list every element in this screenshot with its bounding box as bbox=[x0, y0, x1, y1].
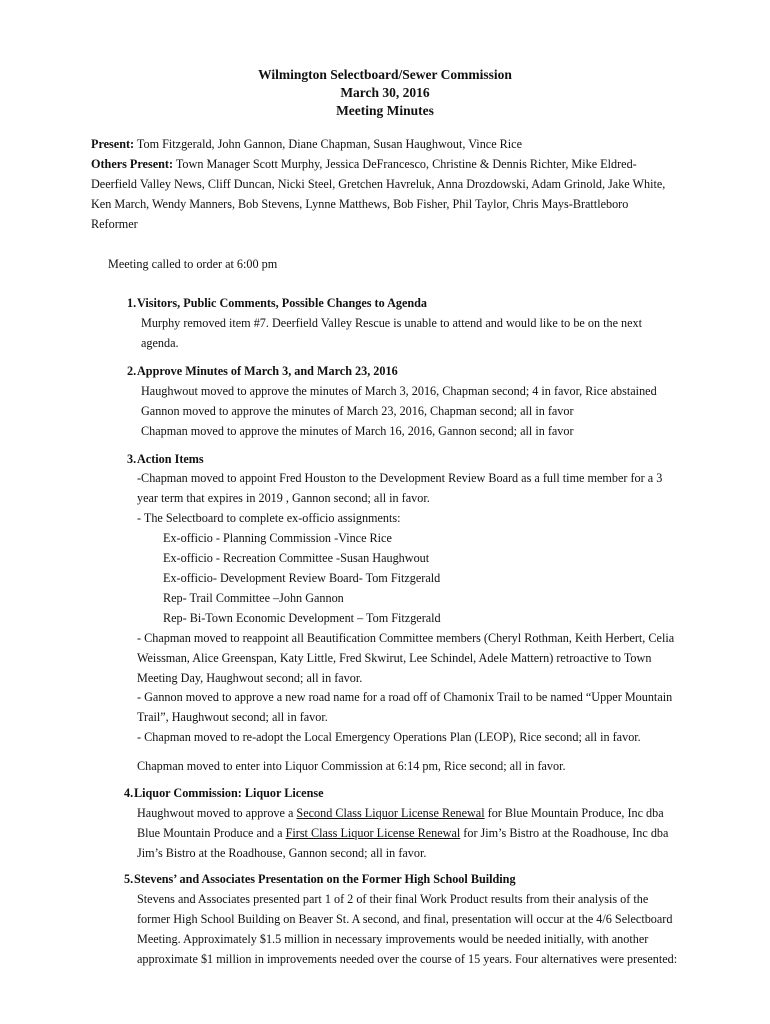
item-4-title: Liquor Commission: Liquor License bbox=[134, 786, 324, 800]
item-5-line-4: approximate $1 million in improvements needed over the course of 15 years. Four alternatives were presented: bbox=[137, 952, 678, 966]
item-4-line-2 bbox=[137, 823, 668, 843]
item-2-heading bbox=[127, 361, 398, 381]
item-4-line-3: Jim’s Bistro at the Roadhouse, Gannon second; all in favor. bbox=[137, 846, 427, 860]
item-1-heading bbox=[127, 293, 427, 313]
item-1-number: 1. bbox=[127, 296, 137, 310]
others-line-4: Reformer bbox=[91, 217, 138, 231]
item-5-line-3: Meeting. Approximately $1.5 million in necessary improvements would be needed initially, with another bbox=[137, 932, 649, 946]
item-4-number: 4. bbox=[124, 786, 134, 800]
others-names-1: Town Manager Scott Murphy, Jessica DeFrancesco, Christine & Dennis Richter, Mike Eldred- bbox=[173, 157, 637, 171]
present-line bbox=[91, 134, 522, 154]
title-date: March 30, 2016 bbox=[340, 85, 430, 100]
others-label: Others Present: bbox=[91, 157, 174, 171]
others-line-3: Ken March, Wendy Manners, Bob Stevens, Lynne Matthews, Bob Fisher, Phil Taylor, Chris Mays-Brattleboro bbox=[91, 197, 629, 211]
item-3-line-6: Meeting Day, Haughwout second; all in favor. bbox=[137, 671, 363, 685]
others-line-1 bbox=[91, 154, 637, 174]
assignment-5: Rep- Bi-Town Economic Development – Tom Fitzgerald bbox=[163, 611, 441, 625]
item-3-heading bbox=[127, 449, 204, 469]
item-3-line-9: - Chapman moved to re-adopt the Local Emergency Operations Plan (LEOP), Rice second; all in favor. bbox=[137, 730, 641, 744]
assignment-1: Ex-officio - Planning Commission -Vince Rice bbox=[163, 531, 392, 545]
present-label: Present: bbox=[91, 137, 135, 151]
item-2-number: 2. bbox=[127, 364, 137, 378]
title-minutes: Meeting Minutes bbox=[336, 103, 434, 118]
item-4-line-1-start: Haughwout moved to approve a bbox=[137, 806, 297, 820]
item-4-line-2-end: for Jim’s Bistro at the Roadhouse, Inc dba bbox=[460, 826, 669, 840]
item-3-line-7: - Gannon moved to approve a new road name for a road off of Chamonix Trail to be named “Upper Mountain bbox=[137, 690, 673, 704]
item-2-line-2: Gannon moved to approve the minutes of March 23, 2016, Chapman second; all in favor bbox=[141, 404, 574, 418]
item-3-line-5: Weissman, Alice Greenspan, Katy Little, Fred Skwirut, Lee Schindel, Adele Mattern) retroactive to Town bbox=[137, 651, 652, 665]
item-3-number: 3. bbox=[127, 452, 137, 466]
item-3-line-10: Chapman moved to enter into Liquor Commission at 6:14 pm, Rice second; all in favor. bbox=[137, 759, 566, 773]
item-3-line-4: - Chapman moved to reappoint all Beautification Committee members (Cheryl Rothman, Keith Herbert, Celia bbox=[137, 631, 675, 645]
item-3-line-1: -Chapman moved to appoint Fred Houston to the Development Review Board as a full time member for a 3 bbox=[137, 471, 663, 485]
item-2-line-1: Haughwout moved to approve the minutes of March 3, 2016, Chapman second; 4 in favor, Rice abstained bbox=[141, 384, 657, 398]
others-line-2: Deerfield Valley News, Cliff Duncan, Nicki Steel, Gretchen Havreluk, Anna Drozdowski, Adam Grinold, Jake White, bbox=[91, 177, 666, 191]
item-4-heading bbox=[124, 783, 324, 803]
assignment-4: Rep- Trail Committee –John Gannon bbox=[163, 591, 344, 605]
present-names: Tom Fitzgerald, John Gannon, Diane Chapman, Susan Haughwout, Vince Rice bbox=[134, 137, 522, 151]
item-2-line-3: Chapman moved to approve the minutes of March 16, 2016, Gannon second; all in favor bbox=[141, 424, 574, 438]
item-3-line-8: Trail”, Haughwout second; all in favor. bbox=[137, 710, 328, 724]
assignment-2: Ex-officio - Recreation Committee -Susan Haughwout bbox=[163, 551, 430, 565]
item-3-title: Action Items bbox=[137, 452, 204, 466]
document-title bbox=[0, 66, 770, 120]
item-3-line-2: year term that expires in 2019 , Gannon second; all in favor. bbox=[137, 491, 430, 505]
title-board: Wilmington Selectboard/Sewer Commission bbox=[258, 67, 512, 82]
item-4-line-1-end: for Blue Mountain Produce, Inc dba bbox=[484, 806, 664, 820]
item-1-line-1: Murphy removed item #7. Deerfield Valley Rescue is unable to attend and would like to be on the next bbox=[141, 316, 643, 330]
assignment-3: Ex-officio- Development Review Board- Tom Fitzgerald bbox=[163, 571, 441, 585]
item-1-line-2: agenda. bbox=[141, 336, 179, 350]
item-5-heading bbox=[124, 869, 516, 889]
item-4-line-2-start: Blue Mountain Produce and a bbox=[137, 826, 286, 840]
call-to-order: Meeting called to order at 6:00 pm bbox=[108, 257, 278, 271]
item-5-title: Stevens’ and Associates Presentation on the Former High School Building bbox=[134, 872, 516, 886]
item-5-line-1: Stevens and Associates presented part 1 of 2 of their final Work Product results from their analysis of the bbox=[137, 892, 649, 906]
item-1-title: Visitors, Public Comments, Possible Changes to Agenda bbox=[137, 296, 428, 310]
item-5-number: 5. bbox=[124, 872, 134, 886]
item-2-title: Approve Minutes of March 3, and March 23, 2016 bbox=[137, 364, 398, 378]
second-class-liquor-license-link[interactable]: Second Class Liquor License Renewal bbox=[296, 806, 485, 820]
first-class-liquor-license-link[interactable]: First Class Liquor License Renewal bbox=[285, 826, 461, 840]
item-4-line-1 bbox=[137, 803, 664, 823]
item-3-line-3: - The Selectboard to complete ex-officio assignments: bbox=[137, 511, 401, 525]
item-5-line-2: former High School Building on Beaver St. A second, and final, presentation will occur at the 4/6 Selectboard bbox=[137, 912, 673, 926]
